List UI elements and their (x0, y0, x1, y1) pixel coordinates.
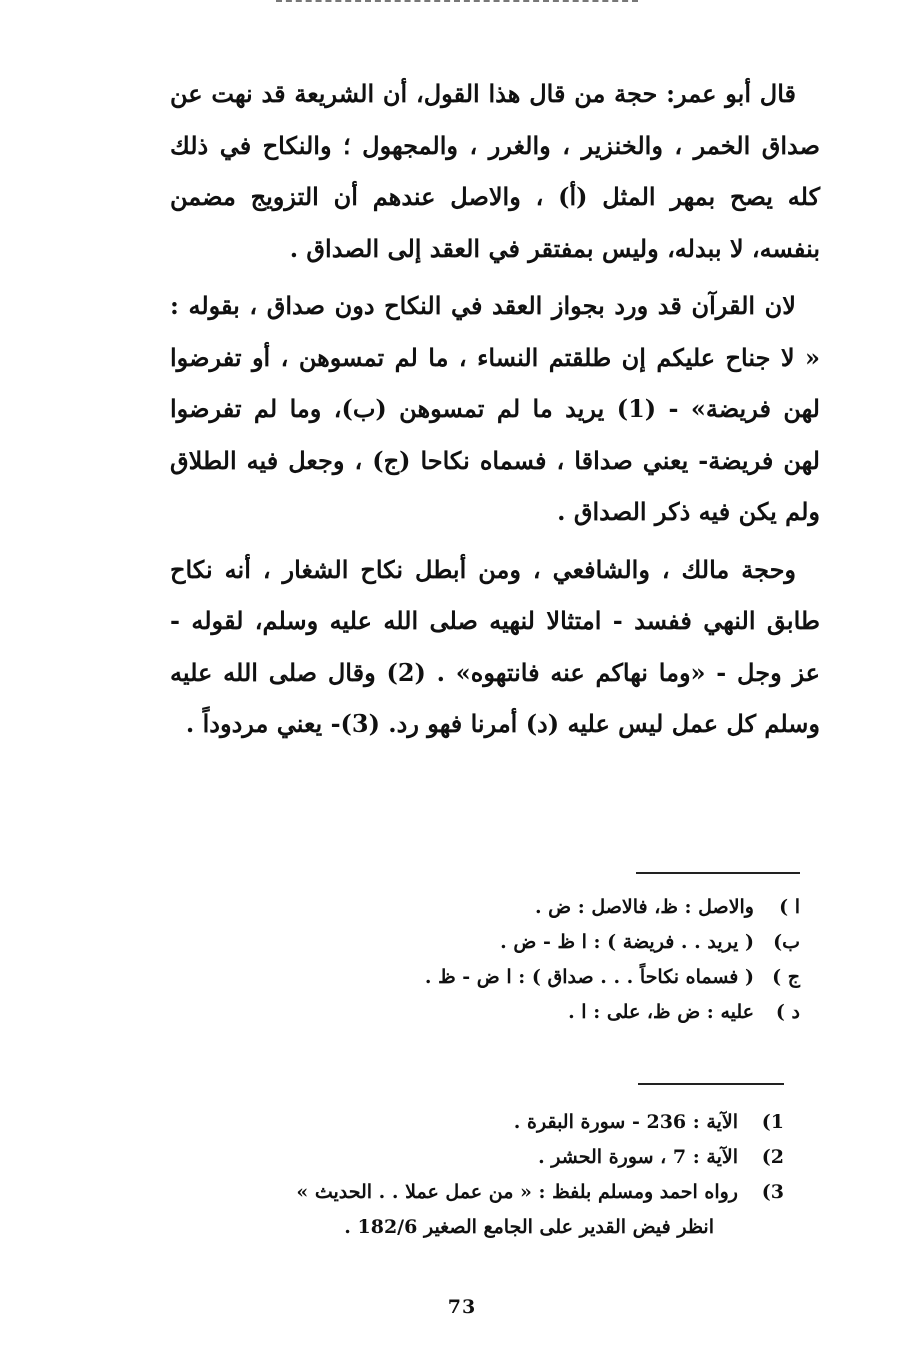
main-text (170, 68, 820, 756)
reference-notes-divider (638, 1083, 784, 1085)
variant-note-text: والاصل : ظ، فالاصل : ض . (534, 896, 754, 918)
paragraph-malik-shafii: وحجة مالك ، والشافعي ، ومن أبطل نكاح الشغار ، أنه نكاح طابق النهي ففسد - امتثالا لنهيه صلى الله عليه وسلم، لقوله - عز وجل - «وما نهاكم عنه فانتهوه» . (2) وقال صلى الله عليه وسلم كل عمل ليس عليه (د) أمرنا فهو رد. (3)- يعني مردوداً . (170, 554, 821, 738)
reference-note (244, 1140, 784, 1175)
variant-note-marker: ج ) (772, 966, 800, 988)
variant-note (280, 960, 800, 995)
variant-note-text: ( يريد . . فريضة ) : ا ظ - ض . (500, 931, 754, 953)
variant-note (280, 890, 800, 925)
variant-note-text: عليه : ض ظ، على : ا . (568, 1001, 754, 1023)
page-number: 73 (447, 1296, 477, 1318)
variant-note-marker: د ) (775, 1001, 800, 1023)
reference-note (244, 1175, 784, 1245)
reference-note-continuation: انظر فيض القدير على الجامع الصغير 182/6 . (344, 1216, 714, 1238)
top-dashed-rule (276, 0, 638, 2)
reference-note-marker: 2) (761, 1146, 784, 1168)
reference-note-marker: 1) (761, 1111, 784, 1133)
paragraph-quran-evidence: لان القرآن قد ورد بجواز العقد في النكاح دون صداق ، بقوله : « لا جناح عليكم إن طلقتم النساء ، ما لم تمسوهن ، أو تفرضوا لهن فريضة» - (1) يريد ما لم تمسوهن (ب)، وما لم تفرضوا لهن فريضة- يعني صداقا ، فسماه نكاحا (ج) ، وجعل فيه الطلاق ولم يكن فيه ذكر الصداق . (170, 291, 820, 526)
reference-notes (244, 1083, 784, 1245)
reference-note-text: الآية : 7 ، سورة الحشر . (538, 1146, 738, 1168)
reference-note-marker: 3) (761, 1181, 784, 1203)
variant-note (280, 925, 800, 960)
reference-note (244, 1105, 784, 1140)
variant-notes (280, 872, 800, 1030)
reference-note-text: رواه احمد ومسلم بلفظ : « من عمل عملا . . الحديث » (296, 1181, 738, 1203)
variant-note-marker: ب) (773, 931, 800, 953)
variant-notes-divider (636, 872, 800, 874)
variant-note (280, 995, 800, 1030)
reference-note-text: الآية : 236 - سورة البقرة . (513, 1111, 738, 1133)
paragraph-abu-umar: قال أبو عمر: حجة من قال هذا القول، أن الشريعة قد نهت عن صداق الخمر ، والخنزير ، والغرر ، والمجهول ؛ والنكاح في ذلك كله يصح بمهر المثل (أ) ، والاصل عندهم أن التزويج مضمن بنفسه، لا ببدله، وليس بمفتقر في العقد إلى الصداق . (170, 79, 821, 263)
variant-note-marker: ا ) (779, 896, 800, 918)
reference-note-body (244, 1175, 738, 1245)
variant-note-text: ( فسماه نكاحاً . . . صداق ) : ا ض - ظ . (424, 966, 754, 988)
